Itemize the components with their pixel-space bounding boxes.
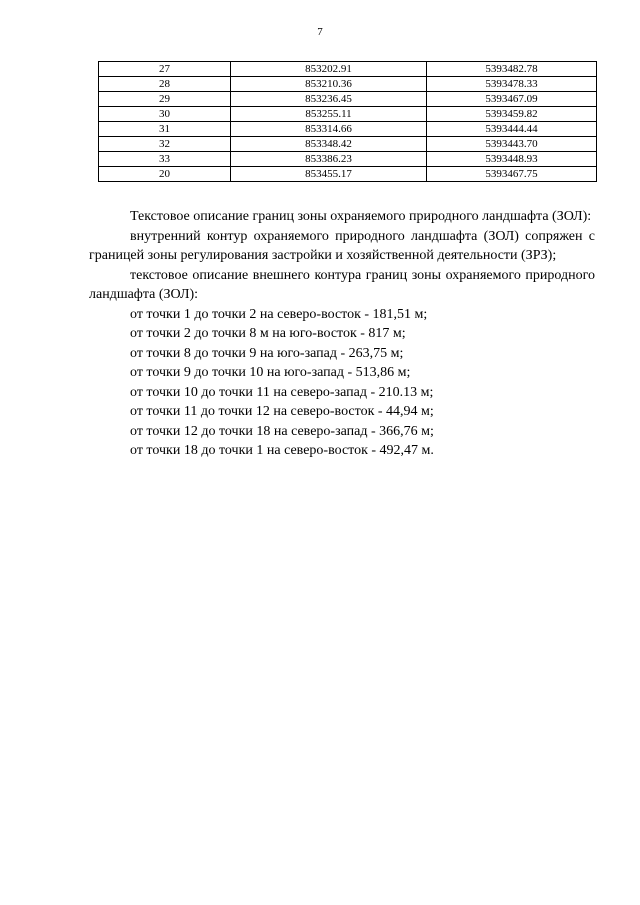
boundary-segment: от точки 1 до точки 2 на северо-восток - 181,51 м; [130,306,428,322]
y-coordinate-cell: 5393459.82 [427,107,597,122]
x-coordinate-cell: 853202.91 [231,62,427,77]
y-coordinate-cell: 5393448.93 [427,152,597,167]
x-coordinate-cell: 853210.36 [231,77,427,92]
table-row [99,62,597,77]
page-number: 7 [317,26,323,38]
x-coordinate-cell: 853348.42 [231,137,427,152]
boundary-segment: от точки 2 до точки 8 м на юго-восток - 817 м; [130,326,406,341]
table-row [99,92,597,107]
boundary-segment: от точки 12 до точки 18 на северо-запад - 366,76 м; [130,423,434,439]
table-row [99,122,597,137]
y-coordinate-cell: 5393482.78 [427,62,597,77]
x-coordinate-cell: 853455.17 [231,167,427,182]
table-row [99,107,597,122]
point-number-cell: 28 [99,77,231,92]
section-heading-paragraph: Текстовое описание границ зоны охраняемого природного ландшафта (ЗОЛ): [130,209,592,224]
point-number-cell: 29 [99,92,231,107]
outer-contour-paragraph: текстовое описание внешнего контура границ зоны охраняемого природного ландшафта (ЗОЛ): [89,267,595,302]
x-coordinate-cell: 853386.23 [231,152,427,167]
y-coordinate-cell: 5393443.70 [427,137,597,152]
point-number-cell: 20 [99,167,231,182]
boundary-segment: от точки 10 до точки 11 на северо-запад - 210.13 м; [130,384,434,400]
boundary-segment: от точки 18 до точки 1 на северо-восток - 492,47 м. [130,443,434,458]
y-coordinate-cell: 5393467.75 [427,167,597,182]
coordinates-table [98,61,597,182]
y-coordinate-cell: 5393467.09 [427,92,597,107]
table-row [99,137,597,152]
point-number-cell: 27 [99,62,231,77]
point-number-cell: 32 [99,137,231,152]
x-coordinate-cell: 853255.11 [231,107,427,122]
y-coordinate-cell: 5393444.44 [427,122,597,137]
boundary-segment: от точки 8 до точки 9 на юго-запад - 263,75 м; [130,345,404,361]
point-number-cell: 30 [99,107,231,122]
point-number-cell: 33 [99,152,231,167]
table-row [99,167,597,182]
y-coordinate-cell: 5393478.33 [427,77,597,92]
x-coordinate-cell: 853236.45 [231,92,427,107]
inner-contour-paragraph: внутренний контур охраняемого природного ландшафта (ЗОЛ) сопряжен с границей зоны регулирования застройки и хозяйственной деятельности (ЗРЗ); [89,228,595,263]
boundary-segment: от точки 9 до точки 10 на юго-запад - 513,86 м; [130,365,411,380]
point-number-cell: 31 [99,122,231,137]
table-row [99,152,597,167]
x-coordinate-cell: 853314.66 [231,122,427,137]
table-row [99,77,597,92]
boundary-description [89,207,595,461]
boundary-segment: от точки 11 до точки 12 на северо-восток - 44,94 м; [130,404,434,419]
